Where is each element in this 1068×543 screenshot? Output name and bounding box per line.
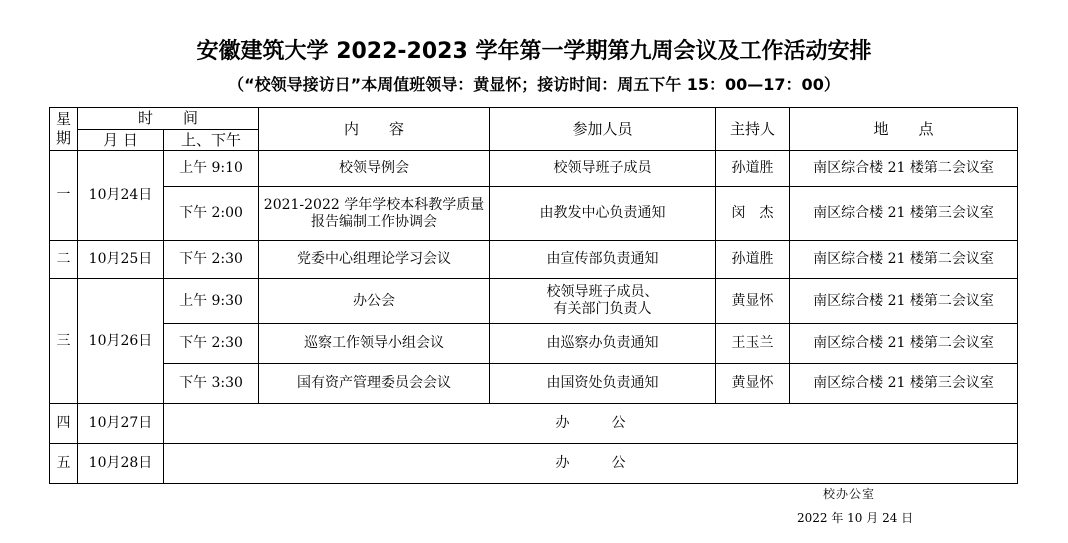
header-time: 时 间 — [78, 108, 259, 130]
weekday-cell: 四 — [50, 404, 78, 444]
date-cell: 10月24日 — [78, 151, 164, 241]
content-cell: 校领导例会 — [259, 151, 490, 187]
header-date: 月 日 — [78, 130, 164, 151]
header-row — [50, 108, 1018, 130]
time-cell: 上午 9:10 — [164, 151, 259, 187]
host-cell: 黄显怀 — [716, 279, 790, 324]
table-row — [50, 241, 1018, 279]
weekday-cell: 二 — [50, 241, 78, 279]
table-row — [50, 364, 1018, 404]
content-cell: 国有资产管理委员会会议 — [259, 364, 490, 404]
location-cell: 南区综合楼 21 楼第二会议室 — [790, 324, 1018, 364]
time-cell: 下午 2:00 — [164, 187, 259, 241]
table-row — [50, 324, 1018, 364]
time-cell: 下午 3:30 — [164, 364, 259, 404]
weekday-cell: 三 — [50, 279, 78, 404]
weekday-cell: 五 — [50, 444, 78, 484]
header-content: 内 容 — [259, 108, 490, 151]
office-work-cell: 办 公 — [164, 404, 1018, 444]
content-cell: 2021-2022 学年学校本科教学质量报告编制工作协调会 — [259, 187, 490, 241]
participants-cell: 校领导班子成员、有关部门负责人 — [490, 279, 716, 324]
schedule-table — [49, 107, 1018, 484]
weekday-cell: 一 — [50, 151, 78, 241]
page-title: 安徽建筑大学 2022-2023 学年第一学期第九周会议及工作活动安排 — [196, 39, 872, 64]
date-cell: 10月28日 — [78, 444, 164, 484]
location-cell: 南区综合楼 21 楼第二会议室 — [790, 279, 1018, 324]
participants-cell: 由教发中心负责通知 — [490, 187, 716, 241]
footer-date: 2022 年 10 月 24 日 — [797, 511, 914, 525]
location-cell: 南区综合楼 21 楼第二会议室 — [790, 241, 1018, 279]
table-row — [50, 151, 1018, 187]
time-cell: 上午 9:30 — [164, 279, 259, 324]
header-location: 地 点 — [790, 108, 1018, 151]
time-cell: 下午 2:30 — [164, 324, 259, 364]
participants-cell: 由宣传部负责通知 — [490, 241, 716, 279]
host-cell: 闵 杰 — [716, 187, 790, 241]
header-weekday: 星期 — [50, 108, 78, 151]
header-participants: 参加人员 — [490, 108, 716, 151]
location-cell: 南区综合楼 21 楼第二会议室 — [790, 151, 1018, 187]
time-cell: 下午 2:30 — [164, 241, 259, 279]
date-cell: 10月27日 — [78, 404, 164, 444]
participants-cell: 由巡察办负责通知 — [490, 324, 716, 364]
table-row — [50, 187, 1018, 241]
host-cell: 黄显怀 — [716, 364, 790, 404]
host-cell: 孙道胜 — [716, 151, 790, 187]
header-period: 上、下午 — [164, 130, 259, 151]
content-cell: 办公会 — [259, 279, 490, 324]
host-cell: 王玉兰 — [716, 324, 790, 364]
page-subtitle: （“校领导接访日”本周值班领导：黄显怀；接访时间：周五下午 15：00—17：00） — [228, 75, 840, 94]
header-host: 主持人 — [716, 108, 790, 151]
table-row — [50, 404, 1018, 444]
participants-cell: 由国资处负责通知 — [490, 364, 716, 404]
date-cell: 10月26日 — [78, 279, 164, 404]
location-cell: 南区综合楼 21 楼第三会议室 — [790, 187, 1018, 241]
host-cell: 孙道胜 — [716, 241, 790, 279]
location-cell: 南区综合楼 21 楼第三会议室 — [790, 364, 1018, 404]
table-row — [50, 279, 1018, 324]
office-work-cell: 办 公 — [164, 444, 1018, 484]
date-cell: 10月25日 — [78, 241, 164, 279]
footer-office: 校办公室 — [823, 487, 876, 501]
content-cell: 巡察工作领导小组会议 — [259, 324, 490, 364]
content-cell: 党委中心组理论学习会议 — [259, 241, 490, 279]
participants-cell: 校领导班子成员 — [490, 151, 716, 187]
table-row — [50, 444, 1018, 484]
